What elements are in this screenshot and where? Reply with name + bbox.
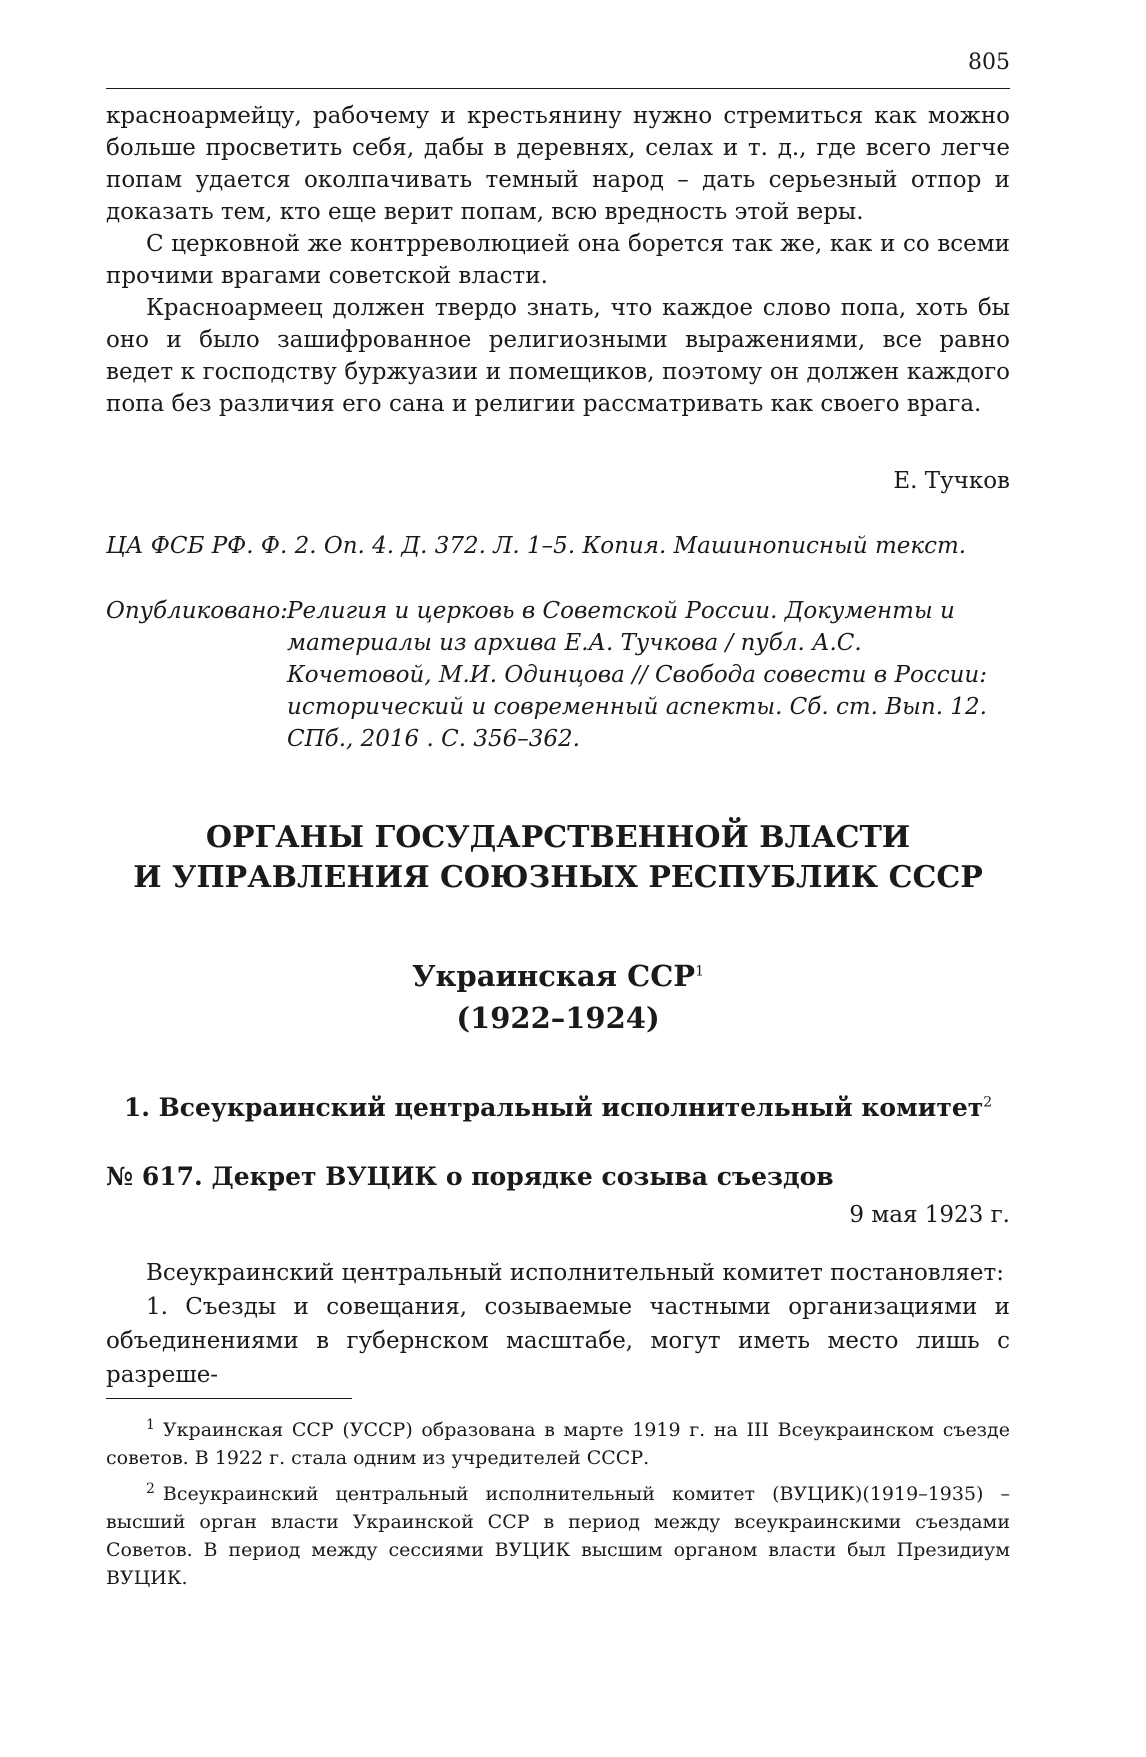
footnote-ref-1: 1 (695, 963, 705, 980)
publication-text: Религия и церковь в Советской России. Документы и материалы из архива Е.А. Тучкова / публ. А.С. Кочетовой, М.И. Одинцова // Свобода совести в России: исторический и современный аспекты. Сб. ст. Вып. 12. СПб., 2016 . С. 356–362. (287, 598, 987, 752)
footnote-ref-2: 2 (983, 1094, 993, 1111)
section-title-line: ОРГАНЫ ГОСУДАРСТВЕННОЙ ВЛАСТИ (205, 820, 911, 855)
footnote (106, 1480, 1010, 1592)
footnote-text: Всеукраинский центральный исполнительный комитет (ВУЦИК)(1919–1935) – высший орган власти Украинской ССР в период между всеукраинскими съездами Советов. В период между сессиями ВУЦИК высшим органом власти был Президиум ВУЦИК. (106, 1483, 1010, 1589)
signature: Е. Тучков (893, 468, 1010, 494)
document-paragraph: 1. Съезды и совещания, созываемые частными организациями и объединениями в губернском масштабе, могут иметь место лишь с разреше- (106, 1294, 1010, 1388)
page-number: 805 (968, 50, 1010, 75)
body-paragraph: С церковной же контрреволюцией она борется так же, как и со всеми прочими врагами советской власти. (106, 231, 1010, 289)
subsection-years: (1922–1924) (456, 1001, 660, 1035)
footnote (106, 1416, 1010, 1472)
body-paragraph: Красноармеец должен твердо знать, что каждое слово попа, хоть бы оно и было зашифрованное религиозными выражениями, все равно ведет к господству буржуазии и помещиков, поэтому он должен каждого попа без различия его сана и религии рассматривать как своего врага. (106, 295, 1010, 417)
footnote-number: 2 (146, 1480, 155, 1497)
subsection-name (106, 955, 1010, 997)
document-body (106, 1256, 1010, 1392)
body-paragraph: красноармейцу, рабочему и крестьянину нужно стремиться как можно больше просветить себя, дабы в деревнях, селах и т. д., где всего легче попам удается околпачивать темный народ – дать серьезный отпор и доказать тем, кто еще верит попам, всю вредность этой веры. (106, 103, 1010, 225)
document-paragraph: Всеукраинский центральный исполнительный комитет постановляет: (146, 1260, 1004, 1286)
publication-note (106, 595, 1010, 755)
document-date: 9 мая 1923 г. (849, 1202, 1010, 1228)
document-title: № 617. Декрет ВУЦИК о порядке созыва съездов (106, 1162, 834, 1191)
footnote-text: Украинская ССР (УССР) образована в марте 1919 г. на III Всеукраинском съезде советов. В 1922 г. стала одним из учредителей СССР. (106, 1419, 1010, 1469)
committee-title (106, 1093, 1010, 1122)
committee-title-text: 1. Всеукраинский центральный исполнительный комитет (123, 1093, 984, 1122)
section-title (106, 818, 1010, 898)
body-text (106, 100, 1010, 420)
section-title-line: И УПРАВЛЕНИЯ СОЮЗНЫХ РЕСПУБЛИК СССР (133, 860, 983, 895)
footnote-rule (106, 1398, 352, 1399)
footnotes (106, 1416, 1010, 1600)
publication-label: Опубликовано: (106, 598, 288, 624)
footnote-number: 1 (146, 1416, 155, 1433)
subsection-title (106, 955, 1010, 1039)
subsection-name-text: Украинская ССР (411, 959, 696, 993)
archive-reference: ЦА ФСБ РФ. Ф. 2. Оп. 4. Д. 372. Л. 1–5. Копия. Машинописный текст. (106, 533, 967, 559)
header-rule (106, 88, 1010, 89)
